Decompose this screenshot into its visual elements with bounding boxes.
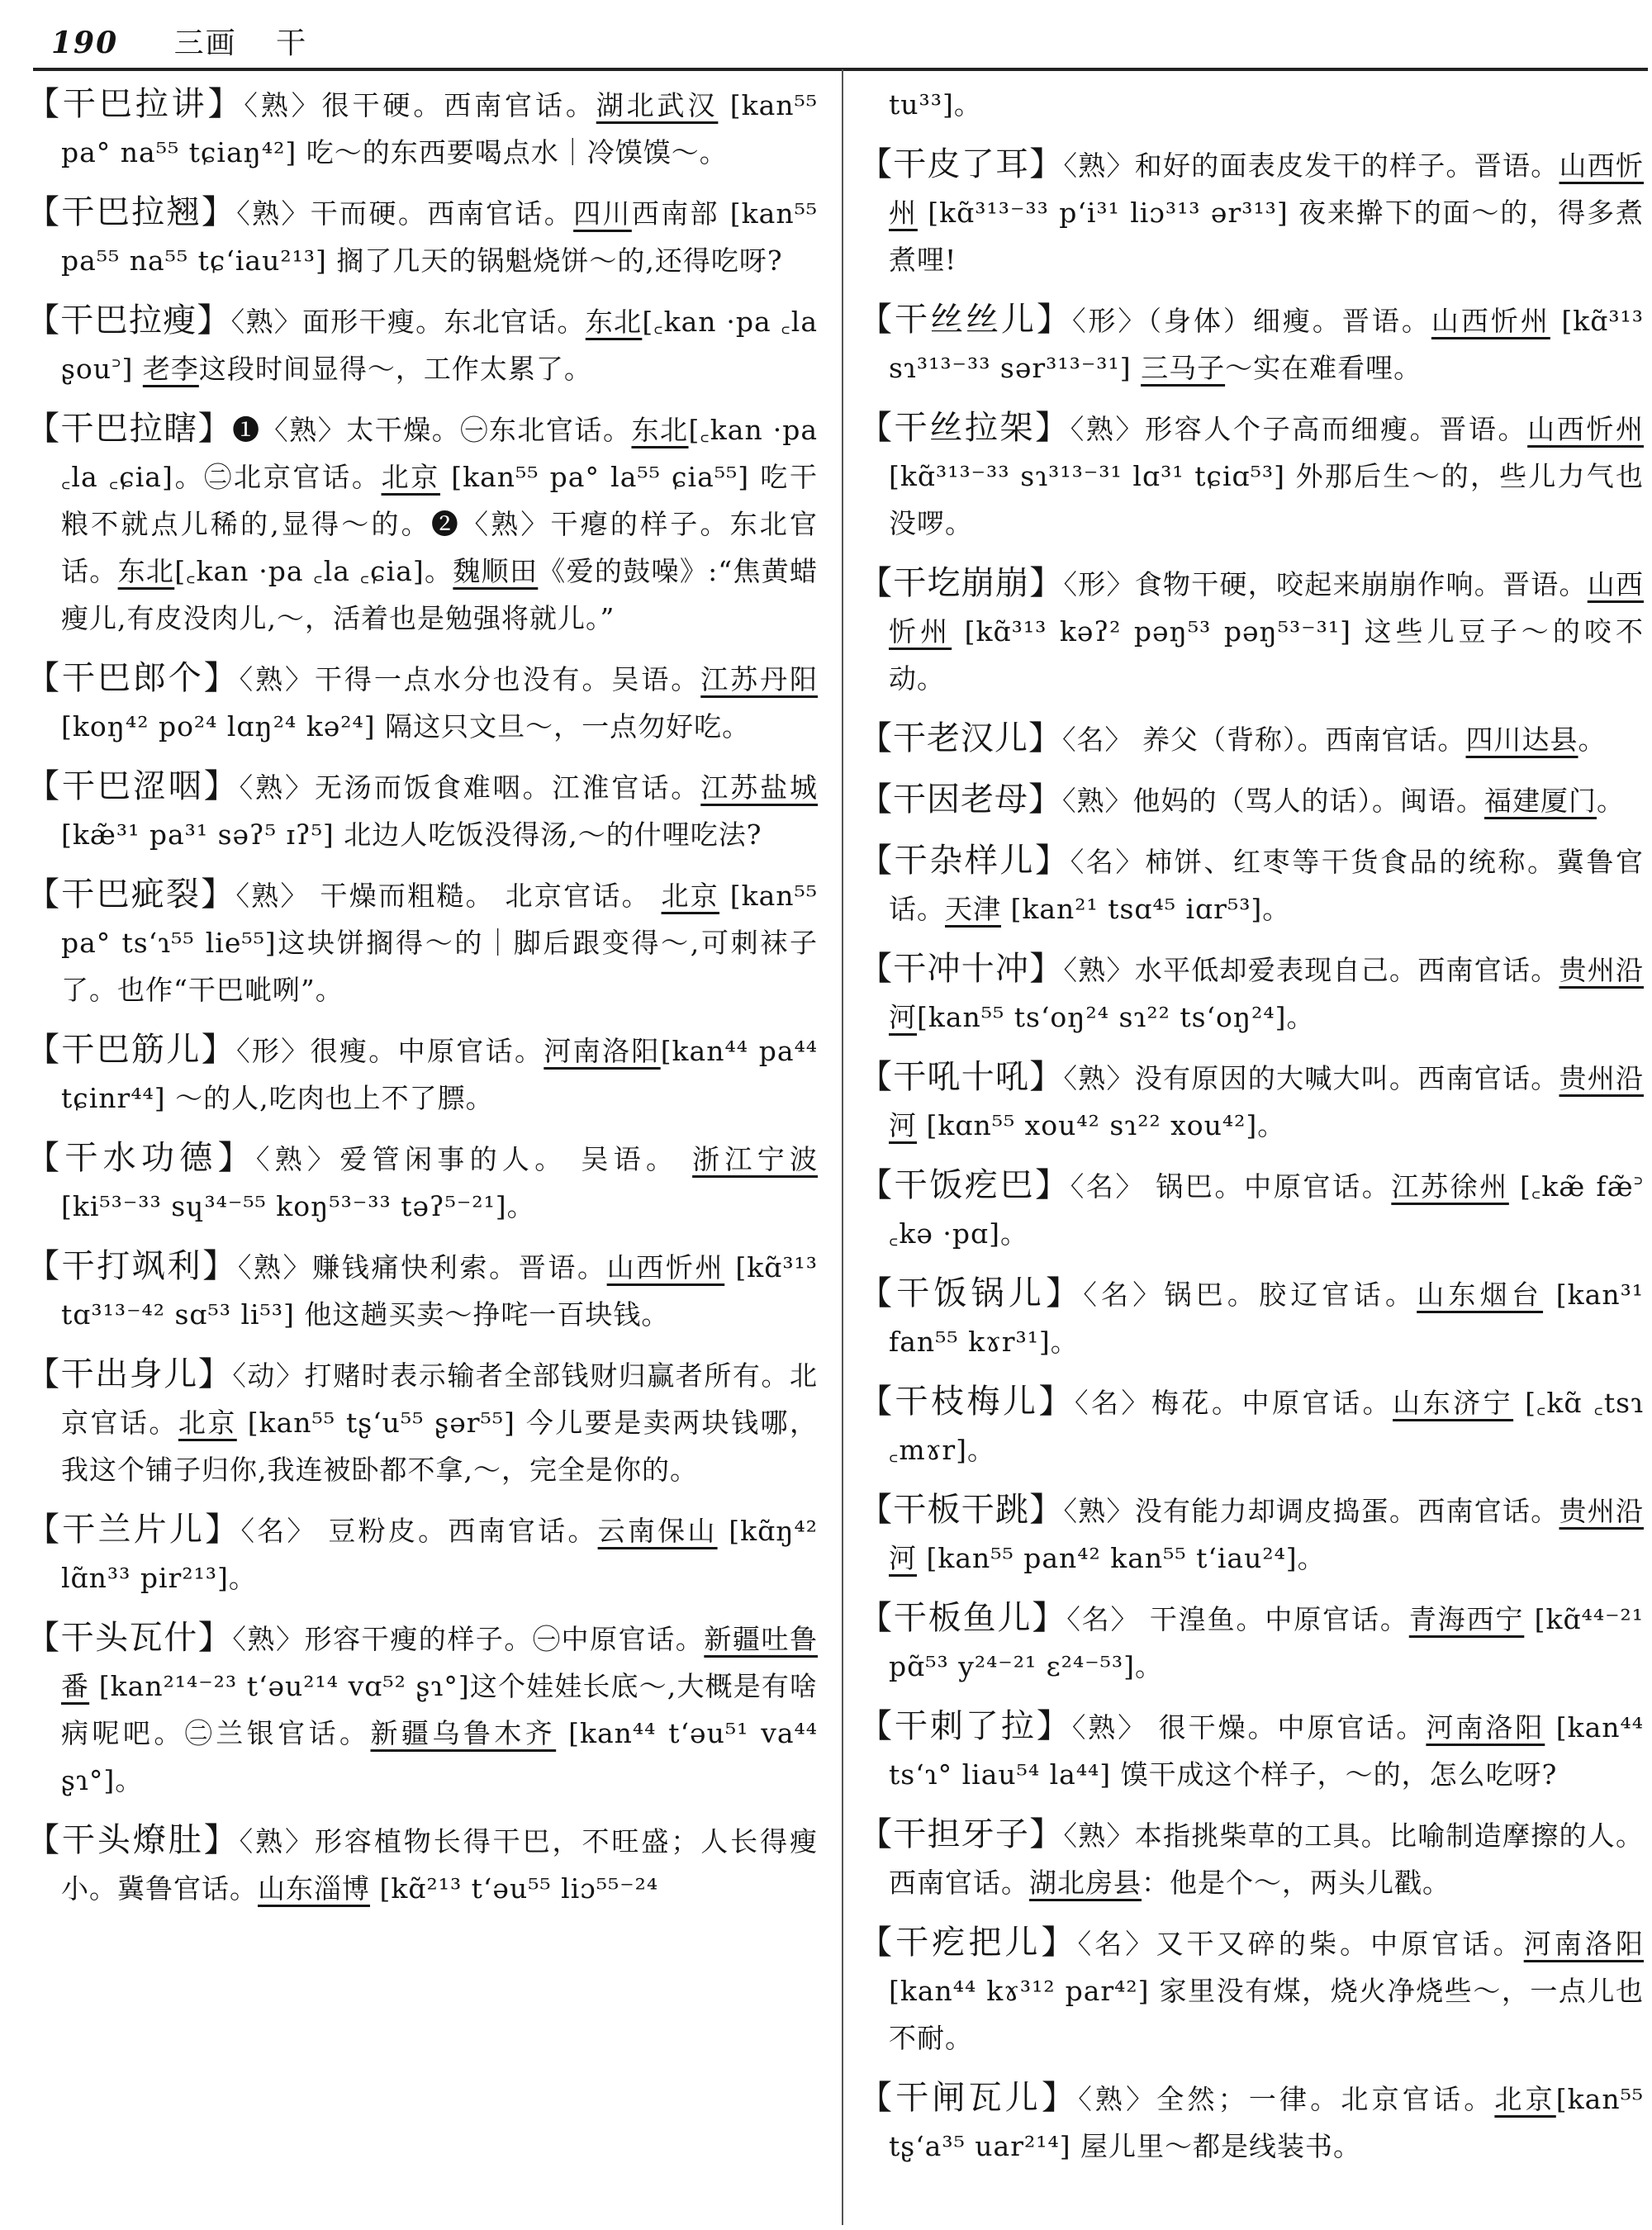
dictionary-entry: [859, 560, 1644, 702]
entry-headword: 【 干板鱼儿 】: [859, 1599, 1066, 1637]
entry-definition: 〈形〉食物干硬，咬起来崩崩作响。晋语。山西忻州 [kɑ̃³¹³ kəʔ² pəŋ⁵³ pəŋ⁵³⁻³¹] 这些儿豆子～的咬不动。: [889, 568, 1644, 695]
entry-definition: 〈熟〉本指挑柴草的工具。比喻制造摩擦的人。西南官话。湖北房县：他是个～，两头儿戳。: [889, 1820, 1644, 1899]
entry-definition: 〈名〉 锅巴。中原官话。江苏徐州 [꜀kæ̃ fæ̃꜄ ꜀kə ·pɑ]。: [889, 1170, 1645, 1250]
entry-definition: 〈熟〉干而硬。西南官话。四川西南部 [kan⁵⁵ pa⁵⁵ na⁵⁵ tɕ‘iau²¹³] 搁了几天的锅魁烧饼～的,还得吃呀?: [61, 197, 819, 277]
entry-definition: 〈名〉又干又碎的柴。中原官话。河南洛阳 [kan⁴⁴ kɤ³¹² par⁴²] 家里没有煤，烧火净烧些～，一点儿也不耐。: [889, 1928, 1645, 2054]
entry-definition: 〈名〉梅花。中原官话。山东济宁 [꜀kɑ̃ ꜀tsɿ ꜀mɤr]。: [889, 1387, 1645, 1466]
entry-headword: 【 干闸瓦儿 】: [859, 2079, 1078, 2117]
dictionary-entry: [859, 297, 1644, 391]
dictionary-entry: [26, 406, 818, 642]
dictionary-entry: [26, 81, 818, 176]
entry-headword: 【 干因老母 】: [859, 780, 1062, 818]
dictionary-entry: [859, 946, 1644, 1041]
entry-definition: 〈熟〉爱管闲事的人。 吴语。 浙江宁波 [ki⁵³⁻³³ sɥ³⁴⁻⁵⁵ koŋ⁵³⁻³³ təʔ⁵⁻²¹]。: [61, 1143, 819, 1222]
entry-headword: 【 干老汉儿 】: [859, 719, 1062, 757]
dictionary-entry: [859, 1487, 1644, 1582]
entry-headword: 【 干皮了耳 】: [859, 145, 1064, 183]
entry-definition: 〈动〉打赌时表示输者全部钱财归赢者所有。北京官话。北京 [kan⁵⁵ tʂ‘u⁵⁵ ʂər⁵⁵] 今儿要是卖两块钱哪，我这个铺子归你,我连被卧都不拿,～，完全是你的。: [61, 1359, 819, 1486]
dictionary-entry: [859, 1703, 1644, 1798]
dictionary-entry: [26, 1506, 818, 1601]
entry-definition: 〈熟〉无汤而饭食难咽。江淮官话。江苏盐城 [kæ̃³¹ pa³¹ səʔ⁵ ɪʔ⁵] 北边人吃饭没得汤,～的什哩吃法?: [61, 771, 819, 851]
dictionary-entry: [859, 776, 1644, 824]
entry-definition: 〈熟〉水平低却爱表现自己。西南官话。贵州沿河[kan⁵⁵ ts‘oŋ²⁴ sɿ²² ts‘oŋ²⁴]。: [889, 954, 1644, 1033]
entry-definition: 〈熟〉 很干燥。中原官话。河南洛阳 [kan⁴⁴ ts‘ɿ° liau⁵⁴ la⁴⁴] 馍干成这个样子，～的，怎么吃呀?: [889, 1711, 1644, 1791]
entry-definition: ❶〈熟〉太干燥。㊀东北官话。东北[꜀kan ·pa ꜀la ꜀ɕia]。㊁北京官话。北京 [kan⁵⁵ pa° la⁵⁵ ɕia⁵⁵] 吃干粮不就点儿稀的,显得～的。❷〈熟〉干瘪的样子。东北官话。东北[꜀kan ·pa ꜀la ꜀ɕia]。魏顺田《爱的鼓噪》:“焦黄蜡瘦儿,有皮没肉儿,～，活着也是勉强将就儿。”: [61, 414, 819, 634]
entry-definition: 〈熟〉面形干瘦。东北官话。东北[꜀kan ·pa ꜀la ʂou꜄] 老李这段时间显得～，工作太累了。: [61, 306, 819, 385]
dictionary-entry: [26, 189, 818, 284]
entry-definition: 〈熟〉和好的面表皮发干的样子。晋语。山西忻州 [kɑ̃³¹³⁻³³ p‘i³¹ liɔ³¹³ ər³¹³] 夜来擀下的面～的，得多煮煮哩!: [889, 149, 1645, 276]
dictionary-entry: [859, 141, 1644, 283]
column-divider: [842, 69, 843, 2225]
entry-headword: 【 干疙把儿 】: [859, 1924, 1078, 1962]
dictionary-entry: [859, 837, 1644, 932]
dictionary-entry: [859, 1919, 1644, 2062]
header-character: 干: [276, 26, 308, 60]
page-header: [51, 18, 1645, 68]
entry-headword: 【 干板干跳 】: [859, 1491, 1064, 1529]
entry-definition: 〈熟〉赚钱痛快利索。晋语。山西忻州 [kɑ̃³¹³ tɑ³¹³⁻⁴² sɑ⁵³ li⁵³] 他这趟买卖～挣咤一百块钱。: [61, 1251, 819, 1331]
entry-headword: 【 干枝梅儿 】: [859, 1383, 1075, 1421]
entry-headword: 【 干圪崩崩 】: [859, 564, 1064, 602]
entry-definition: 〈名〉 养父（背称）。西南官话。四川达县。: [1062, 724, 1607, 756]
entry-definition: 〈熟〉形容人个子高而细瘦。晋语。山西忻州 [kɑ̃³¹³⁻³³ sɿ³¹³⁻³¹ lɑ³¹ tɕiɑ⁵³] 外那后生～的，些儿力气也没啰。: [889, 413, 1645, 539]
page-number: 190: [51, 26, 119, 60]
entry-headword: 【 干巴郎个 】: [26, 659, 240, 697]
dictionary-entry: [859, 715, 1644, 763]
entry-definition: 〈熟〉形容干瘦的样子。㊀中原官话。新疆吐鲁番 [kan²¹⁴⁻²³ t‘əu²¹⁴ vɑ⁵² ʂɿ°]这个娃娃长底～,大概是有啥病呢吧。㊁兰银官话。新疆乌鲁木齐 [kan⁴⁴ t‘əu⁵¹ va⁴⁴ ʂɿ°]。: [61, 1623, 819, 1796]
dictionary-entry: [26, 1027, 818, 1122]
entry-headword: 【 干水功德 】: [26, 1139, 256, 1177]
entry-headword: 【 干担牙子 】: [859, 1815, 1064, 1853]
dictionary-entry: [859, 405, 1644, 547]
entry-headword: 【 干打飒利 】: [26, 1247, 238, 1285]
entry-headword: 【 干饭疙巴 】: [859, 1166, 1070, 1204]
dictionary-entry: [859, 1162, 1644, 1257]
dictionary-entry: [26, 1243, 818, 1338]
dictionary-entry: [859, 2075, 1644, 2170]
dictionary-entry: [859, 81, 1644, 128]
entry-definition: 〈熟〉 干燥而粗糙。 北京官话。 北京 [kan⁵⁵ pa° ts‘ɿ⁵⁵ lie⁵⁵]这块饼搁得～的｜脚后跟变得～,可刺袜子了。也作“干巴呲咧”。: [61, 880, 819, 1006]
radical-label: 三画: [173, 26, 237, 60]
entry-definition: 〈熟〉他妈的（骂人的话）。闽语。福建厦门。: [1062, 785, 1625, 817]
entry-headword: 【 干巴涩咽 】: [26, 767, 240, 805]
entry-definition: 〈名〉 豆粉皮。西南官话。云南保山 [kɑ̃ŋ⁴² lɑ̃n³³ pir²¹³]。: [61, 1515, 819, 1594]
dictionary-entry: [26, 1817, 818, 1912]
entry-headword: 【 干巴疵裂 】: [26, 875, 235, 913]
dictionary-entry: [26, 1615, 818, 1804]
dictionary-entry: [859, 1378, 1644, 1473]
dictionary-entry: [26, 655, 818, 750]
entry-definition: 〈名〉 干湟鱼。中原官话。青海西宁 [kɑ̃⁴⁴⁻²¹ pɑ̃⁵³ y²⁴⁻²¹ ɛ²⁴⁻⁵³]。: [889, 1603, 1645, 1682]
entry-headword: 【 干头燎肚 】: [26, 1821, 240, 1859]
entry-definition: 〈名〉柿饼、红枣等干货食品的统称。冀鲁官话。天津 [kan²¹ tsɑ⁴⁵ iɑr⁵³]。: [889, 846, 1645, 925]
entry-definition: 〈熟〉全然；一律。北京官话。北京[kan⁵⁵ tʂ‘a³⁵ uar²¹⁴] 屋儿里～都是线装书。: [889, 2083, 1645, 2162]
dictionary-entry: [859, 1270, 1644, 1365]
entry-headword: 【 干头瓦什 】: [26, 1619, 232, 1657]
entry-headword: 【 干丝丝儿 】: [859, 301, 1072, 339]
entry-definition: 〈熟〉没有能力却调皮捣蛋。西南官话。贵州沿河 [kan⁵⁵ pan⁴² kan⁵⁵ t‘iau²⁴]。: [889, 1495, 1644, 1574]
entry-headword: 【 干丝拉架 】: [859, 409, 1070, 447]
entry-headword: 【 干吼十吼 】: [859, 1058, 1064, 1096]
entry-headword: 【 干巴拉翘 】: [26, 193, 236, 231]
dictionary-entry: [26, 763, 818, 858]
dictionary-entry: [859, 1054, 1644, 1149]
entry-headword: 【 干冲十冲 】: [859, 950, 1064, 988]
entry-headword: 【 干兰片儿 】: [26, 1511, 240, 1549]
entry-headword: 【 干巴拉讲 】: [26, 85, 244, 123]
entry-definition: 〈名〉锅巴。胶辽官话。山东烟台 [kan³¹ fan⁵⁵ kɤr³¹]。: [889, 1279, 1645, 1358]
entry-definition: 〈熟〉没有原因的大喊大叫。西南官话。贵州沿河 [kɑn⁵⁵ xou⁴² sɿ²² xou⁴²]。: [889, 1062, 1644, 1141]
entry-definition: 〈熟〉很干硬。西南官话。湖北武汉 [kan⁵⁵ pa° na⁵⁵ tɕiaŋ⁴²] 吃～的东西要喝点水｜冷馍馍～。: [61, 89, 819, 168]
right-column: [859, 81, 1644, 2183]
dictionary-entry: [26, 871, 818, 1013]
entry-headword: 【 干杂样儿 】: [859, 842, 1070, 880]
dictionary-entry: [26, 297, 818, 392]
entry-definition: 〈熟〉形容植物长得干巴，不旺盛；人长得瘦小。冀鲁官话。山东淄博 [kɑ̃²¹³ t‘əu⁵⁵ liɔ⁵⁵⁻²⁴: [61, 1825, 819, 1905]
entry-definition: 〈熟〉干得一点水分也没有。吴语。江苏丹阳 [koŋ⁴² po²⁴ lɑŋ²⁴ kə²⁴] 隔这只文旦～，一点勿好吃。: [61, 663, 819, 743]
entry-headword: 【 干巴拉瞎 】: [26, 410, 232, 448]
entry-headword: 【 干巴筋儿 】: [26, 1031, 236, 1069]
dictionary-entry: [859, 1595, 1644, 1690]
entry-headword: 【 干刺了拉 】: [859, 1707, 1072, 1745]
entry-definition: tu³³]。: [889, 88, 982, 121]
left-column: [26, 81, 818, 1925]
entry-definition: 〈形〉（身体）细瘦。晋语。山西忻州 [kɑ̃³¹³ sɿ³¹³⁻³³ sər³¹³⁻³¹] 三马子～实在难看哩。: [889, 305, 1645, 384]
entry-headword: 【 干巴拉瘦 】: [26, 301, 231, 339]
entry-headword: 【 干饭锅儿 】: [859, 1274, 1083, 1312]
header-rule: [33, 68, 1648, 71]
dictionary-entry: [26, 1351, 818, 1493]
dictionary-entry: [859, 1811, 1644, 1906]
dictionary-entry: [26, 1135, 818, 1230]
entry-definition: 〈形〉很瘦。中原官话。河南洛阳[kan⁴⁴ pa⁴⁴ tɕinr⁴⁴] ～的人,吃肉也上不了膘。: [61, 1035, 819, 1114]
entry-headword: 【 干出身儿 】: [26, 1355, 232, 1393]
